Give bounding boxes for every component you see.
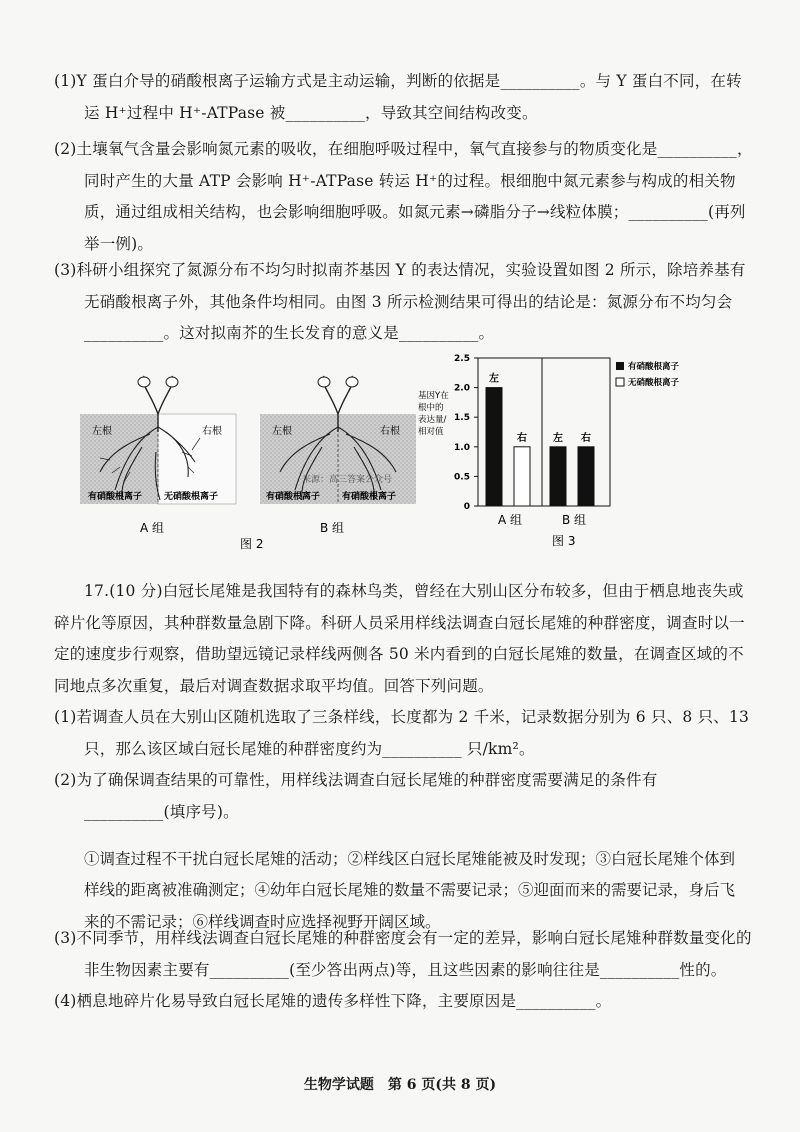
- y-tick-label-1: 0.5: [454, 472, 470, 483]
- figure-2-caption: 图 2: [240, 537, 264, 551]
- page-footer: 生物学试题 第 6 页(共 8 页): [303, 1077, 497, 1093]
- ylabel-line-0: 基因Y在: [418, 391, 449, 401]
- q17-options: ①调查过程不干扰白冠长尾雉的活动；②样线区白冠长尾雉能被及时发现；③白冠长尾雉个体到样线的距离被准确测定；④幼年白冠长尾雉的数量不需要记录；⑤迎面而来的需要记录，身后飞来的不需记录；⑥样线调查时应选择视野开阔区域。: [84, 849, 736, 931]
- q17-part2: (2)为了确保调查结果的可靠性，用样线法调查白冠长尾雉的种群密度需要满足的条件有__________(填序号)。: [54, 771, 658, 821]
- group-b-right-root: 右根: [380, 426, 400, 437]
- ylabel-line-3: 相对值: [418, 427, 444, 437]
- q16-part2: (2)土壤氧气含量会影响氮元素的吸收，在细胞呼吸过程中，氧气直接参与的物质变化是__________，同时产生的大量 ATP 会影响 H⁺-ATPase 转运 H⁺的过程。根细胞中氮元素参与构成的相关物质，通过组成相关结构，也会影响细胞呼吸。如氮元素→磷脂分子→线粒体膜；__________(再列举一例)。: [54, 140, 753, 253]
- xlabel-group-a: A 组: [498, 513, 523, 527]
- group-a-no-nitrate-medium: [158, 414, 236, 504]
- figure-3-caption: 图 3: [552, 534, 576, 548]
- q17-part3: (3)不同季节，用样线法调查白冠长尾雉的种群密度会有一定的差异，影响白冠长尾雉种群数量变化的非生物因素主要有__________(至少答出两点)等，且这些因素的影响往往是__________性的。: [54, 929, 752, 979]
- group-a-left-label: 有硝酸根离子: [88, 492, 143, 502]
- q17-part1: (1)若调查人员在大别山区随机选取了三条样线，长度都为 2 千米，记录数据分别为 6 只、8 只、13 只，那么该区域白冠长尾雉的种群密度约为__________ 只/km²。: [54, 708, 750, 758]
- xlabel-group-b: B 组: [562, 513, 587, 527]
- y-tick-label-4: 2.0: [454, 383, 470, 394]
- group-b-left-root: 左根: [272, 426, 292, 437]
- bar-group1-0: [550, 447, 566, 506]
- bar-group0-1: [514, 447, 530, 506]
- legend-filled-swatch: [616, 362, 624, 370]
- bar-label-group0-0: 左: [489, 373, 499, 385]
- group-b-diagram: [260, 376, 416, 535]
- ylabel-line-1: 根中的: [418, 403, 444, 413]
- watermark: 来源：高三答案公众号: [302, 475, 393, 485]
- q17-part4: (4)栖息地碎片化易导致白冠长尾雉的遗传多样性下降，主要原因是__________。: [54, 992, 612, 1010]
- y-tick-label-5: 2.5: [454, 354, 470, 364]
- group-a-right-root: 右根: [202, 426, 222, 437]
- figure-3-chart: [412, 352, 712, 552]
- group-a-left-root: 左根: [92, 426, 112, 437]
- group-a-right-label: 无硝酸根离子: [164, 492, 219, 502]
- bar-label-group1-0: 左: [553, 432, 563, 444]
- group-a-diagram: [80, 376, 236, 535]
- ylabel-line-2: 表达量/: [418, 415, 447, 425]
- y-tick-label-3: 1.5: [454, 413, 470, 424]
- legend-filled-label: 有硝酸根离子: [628, 362, 680, 372]
- bar-label-group1-1: 右: [581, 432, 591, 444]
- y-tick-label-2: 1.0: [454, 442, 470, 453]
- bar-label-group0-1: 右: [517, 432, 527, 444]
- y-tick-label-0: 0: [463, 502, 470, 512]
- group-b-caption: B 组: [320, 521, 345, 535]
- group-a-caption: A 组: [140, 521, 165, 535]
- legend-empty-label: 无硝酸根离子: [628, 378, 680, 388]
- group-b-left-label: 有硝酸根离子: [266, 492, 321, 502]
- bar-group1-1: [578, 447, 594, 506]
- y-axis-label: [418, 390, 449, 437]
- group-b-right-label: 有硝酸根离子: [342, 492, 397, 502]
- figure-2: [70, 372, 440, 552]
- bar-group0-0: [486, 388, 502, 506]
- q16-part1: (1)Y 蛋白介导的硝酸根离子运输方式是主动运输，判断的依据是__________。与 Y 蛋白不同，在转运 H⁺过程中 H⁺-ATPase 被__________，导致其空间结构改变。: [54, 72, 742, 122]
- legend-empty-swatch: [616, 378, 624, 386]
- q16-part3: (3)科研小组探究了氮源分布不均匀时拟南芥基因 Y 的表达情况，实验设置如图 2 所示，除培养基有无硝酸根离子外，其他条件均相同。由图 3 所示检测结果可得出的结论是：氮源分布不均匀会__________。这对拟南芥的生长发育的意义是__________。: [54, 261, 746, 342]
- q17-intro: 17.(10 分)白冠长尾雉是我国特有的森林鸟类，曾经在大别山区分布较多，但由于栖息地丧失或碎片化等原因，其种群数量急剧下降。科研人员采用样线法调查白冠长尾雉的种群密度，调查时以一定的速度步行观察，借助望远镜记录样线两侧各 50 米内看到的白冠长尾雉的数量，在调查区域的不同地点多次重复，最后对调查数据求取平均值。回答下列问题。: [54, 582, 745, 695]
